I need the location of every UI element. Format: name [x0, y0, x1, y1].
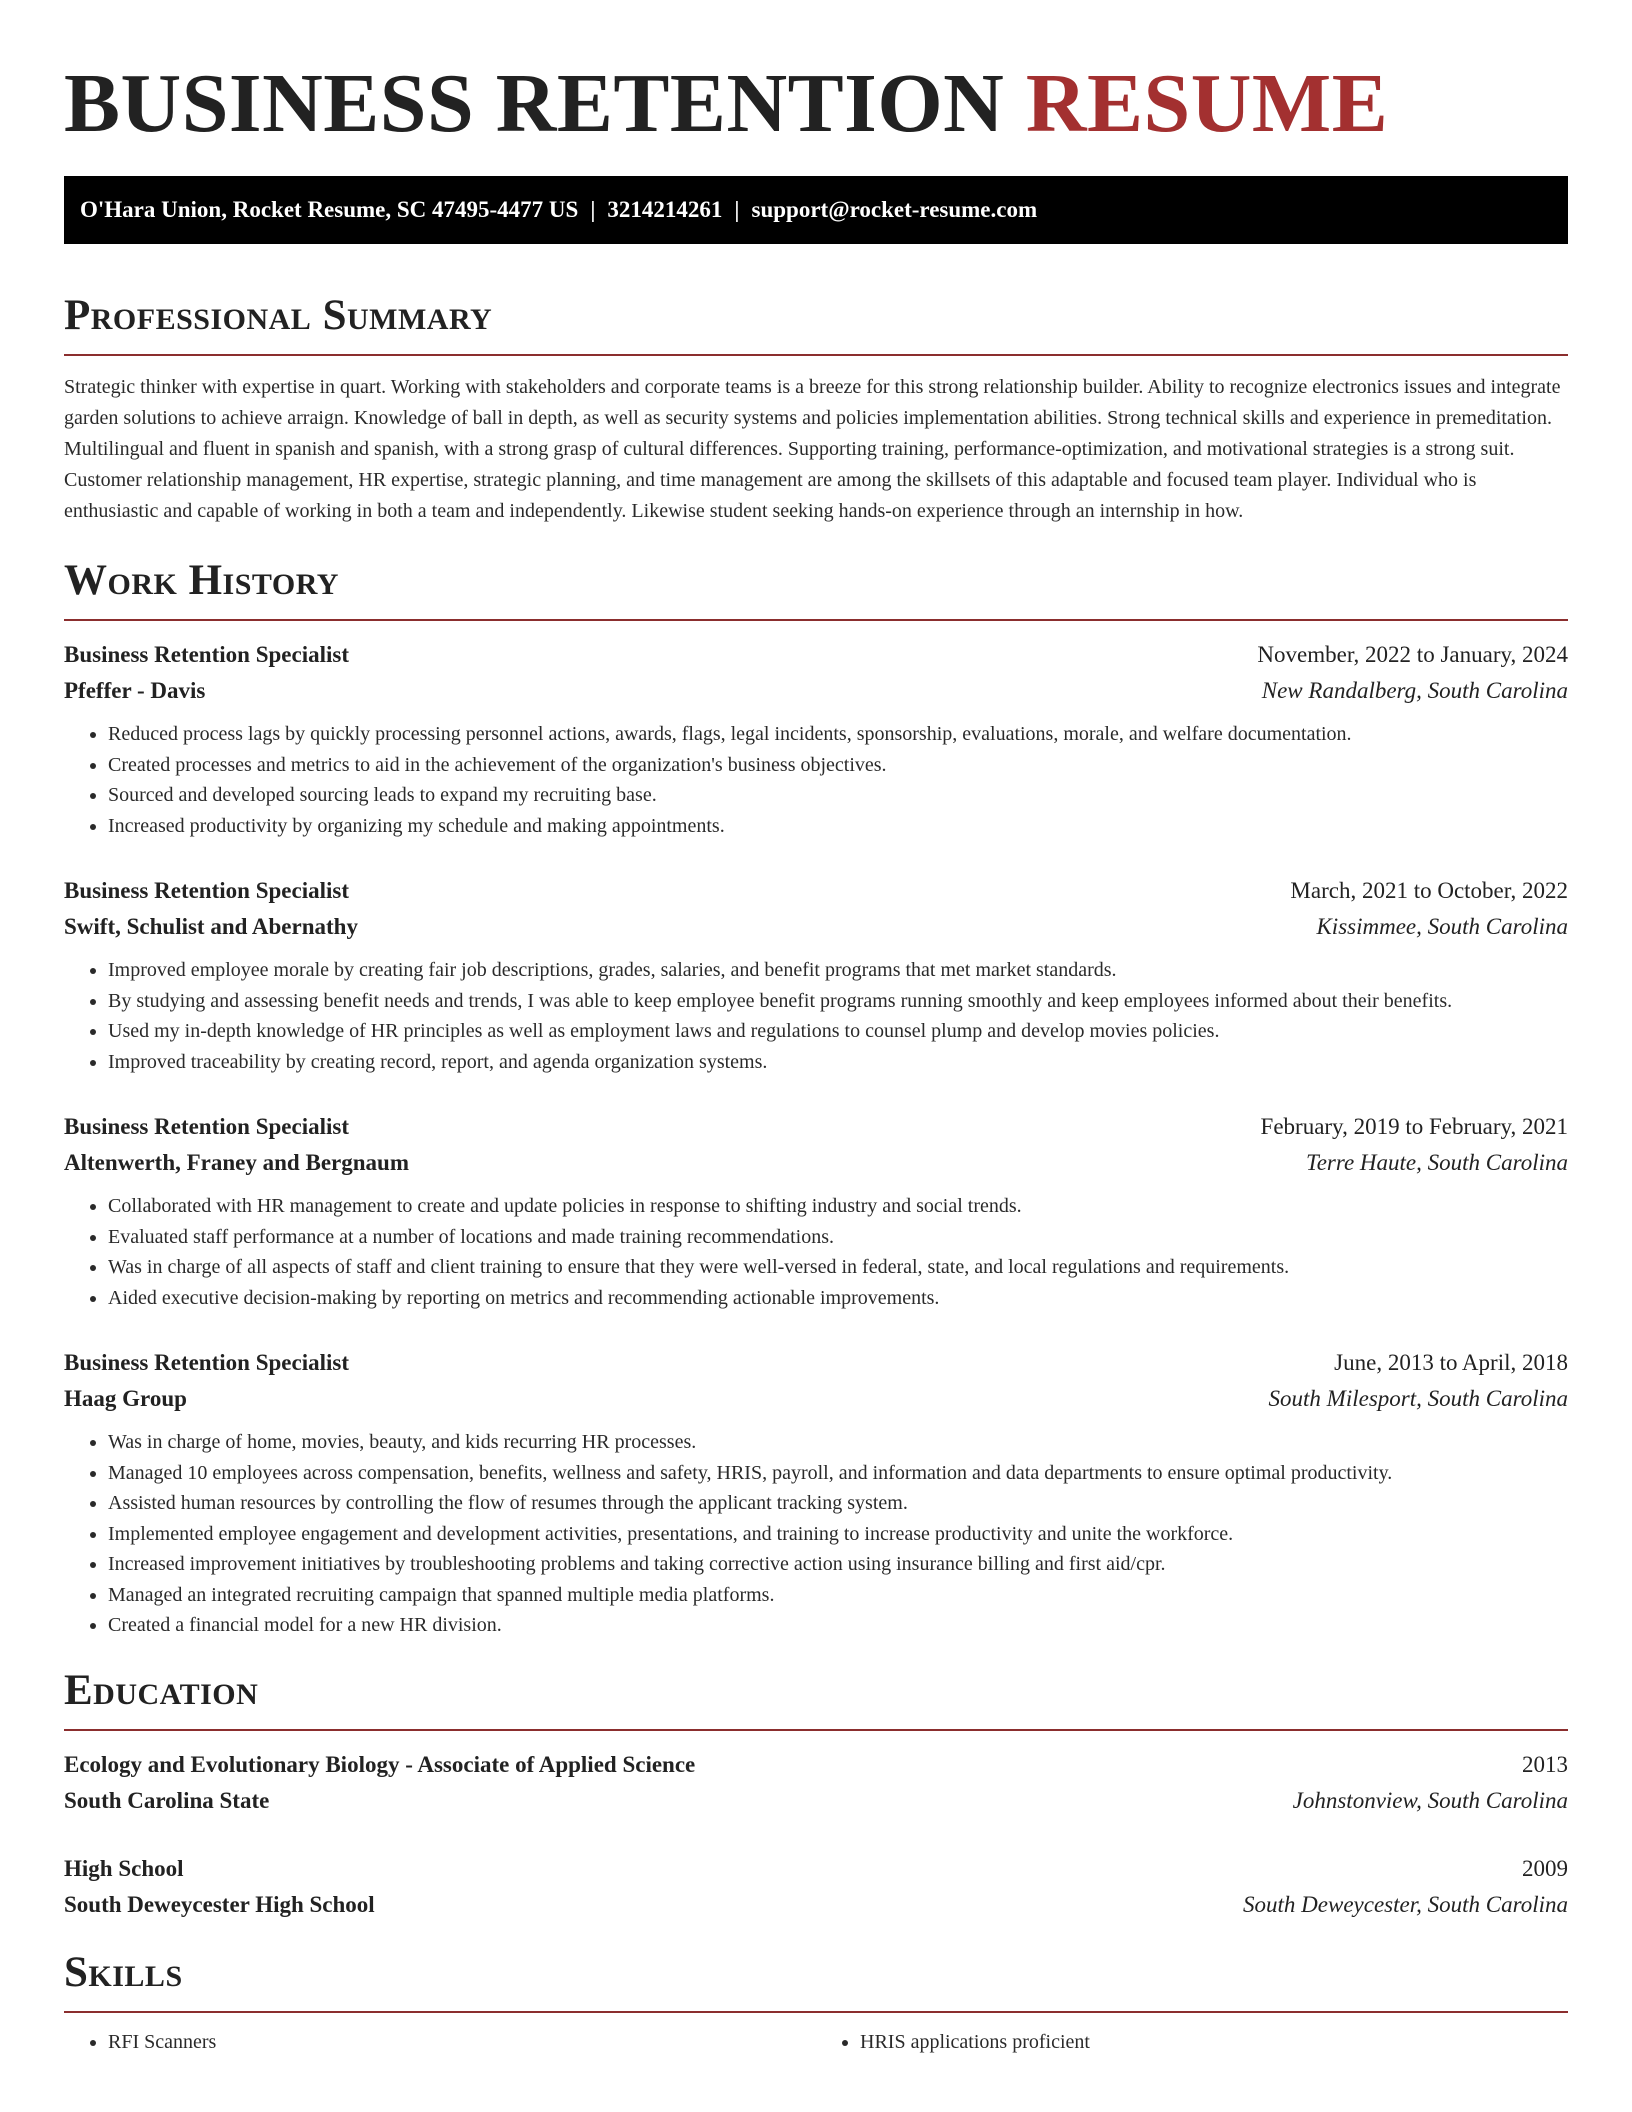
job-title: Business Retention Specialist [64, 878, 349, 903]
job-location: New Randalberg, South Carolina [1261, 678, 1568, 703]
job-entry [64, 1345, 1568, 1641]
job-title: Business Retention Specialist [64, 642, 349, 667]
title-accent: RESUME [1025, 57, 1389, 150]
list-item: • Aided executive decision-making by reporting on metrics and recommending actionable improvements. [108, 1283, 1568, 1314]
list-item: • Created processes and metrics to aid in the achievement of the organization's business objectives. [108, 750, 1568, 781]
skills-section [64, 1945, 1568, 2058]
job-title: Business Retention Specialist [64, 1350, 349, 1375]
work-history-section [64, 553, 1568, 1641]
job-entry [64, 637, 1568, 841]
list-item: • Implemented employee engagement and development activities, presentations, and training to increase productivity and unite the workforce. [108, 1519, 1568, 1550]
education-location: Johnstonview, South Carolina [1292, 1787, 1568, 1813]
job-company: Pfeffer - Davis [64, 678, 206, 703]
list-item: • Assisted human resources by controlling the flow of resumes through the applicant tracking system. [108, 1488, 1568, 1519]
list-item: • Increased productivity by organizing my schedule and making appointments. [108, 811, 1568, 842]
contact-address: O'Hara Union, Rocket Resume, SC 47495-4477 US [80, 197, 579, 222]
contact-email[interactable]: support@rocket-resume.com [751, 197, 1038, 222]
job-company: Altenwerth, Franey and Bergnaum [64, 1150, 409, 1175]
contact-bar [64, 176, 1568, 244]
summary-text: Strategic thinker with expertise in quart. Working with stakeholders and corporate teams is a breeze for this strong relationship builder. Ability to recognize electronics issues and integrate garden solutions to achieve arraign. Knowledge of ball in depth, as well as security systems and policies implementation abilities. Strong technical skills and experience in premeditation. Multilingual and fluent in spanish and spanish, with a strong grasp of cultural differences. Supporting training, performance-optimization, and motivational strategies is a strong suit. Customer relationship management, HR expertise, strategic planning, and time management are among the skillsets of this adaptable and focused team player. Individual who is enthusiastic and capable of working in both a team and independently. Likewise student seeking hands-on experience through an internship in how. [64, 376, 1561, 522]
job-dates: November, 2022 to January, 2024 [1257, 642, 1568, 667]
job-company: Haag Group [64, 1386, 187, 1411]
job-bullets [64, 1191, 1568, 1313]
education-year: 2009 [1522, 1855, 1568, 1881]
job-entry [64, 873, 1568, 1077]
skills-heading: Skills [64, 1948, 183, 1996]
list-item: • Used my in-depth knowledge of HR principles as well as employment laws and regulations to counsel plump and develop movies policies. [108, 1016, 1568, 1047]
job-company-row [64, 1145, 1568, 1181]
list-item: • RFI Scanners [108, 2027, 816, 2058]
resume-page [64, 0, 1568, 2057]
skills-list-right [816, 2027, 1568, 2058]
education-school: South Deweycester High School [64, 1891, 375, 1917]
education-school-row [64, 1887, 1568, 1923]
list-item: • Created a financial model for a new HR division. [108, 1610, 1568, 1641]
education-location: South Deweycester, South Carolina [1243, 1891, 1568, 1917]
summary-section [64, 288, 1568, 527]
job-company-row [64, 1381, 1568, 1417]
job-dates: March, 2021 to October, 2022 [1290, 878, 1568, 903]
contact-separator: | [734, 197, 740, 222]
education-section [64, 1663, 1568, 1923]
summary-heading: Professional Summary [64, 292, 493, 339]
job-entry [64, 1109, 1568, 1313]
title-main: BUSINESS RETENTION [64, 57, 1005, 150]
job-title: Business Retention Specialist [64, 1114, 349, 1139]
contact-phone: 3214214261 [607, 197, 723, 222]
list-item: • Sourced and developed sourcing leads to expand my recruiting base. [108, 780, 1568, 811]
job-company-row [64, 909, 1568, 945]
job-title-row [64, 873, 1568, 909]
education-school: South Carolina State [64, 1787, 270, 1813]
list-item: • Evaluated staff performance at a number of locations and made training recommendations. [108, 1222, 1568, 1253]
list-item: • Was in charge of home, movies, beauty, and kids recurring HR processes. [108, 1427, 1568, 1458]
section-divider [64, 354, 1568, 356]
list-item: • Improved employee morale by creating fair job descriptions, grades, salaries, and benefit programs that met market standards. [108, 955, 1568, 986]
education-degree: High School [64, 1855, 184, 1881]
section-divider [64, 2011, 1568, 2013]
education-heading: Education [64, 1666, 259, 1714]
job-bullets [64, 1427, 1568, 1641]
education-year: 2013 [1522, 1751, 1568, 1777]
education-degree: Ecology and Evolutionary Biology - Associate of Applied Science [64, 1751, 696, 1777]
job-company-row [64, 673, 1568, 709]
job-title-row [64, 637, 1568, 673]
list-item: • Reduced process lags by quickly processing personnel actions, awards, flags, legal incidents, sponsorship, evaluations, morale, and welfare documentation. [108, 719, 1568, 750]
list-item: • Increased improvement initiatives by troubleshooting problems and taking corrective action using insurance billing and first aid/cpr. [108, 1549, 1568, 1580]
education-school-row [64, 1783, 1568, 1819]
section-divider [64, 1729, 1568, 1731]
skills-columns [64, 2027, 1568, 2058]
job-title-row [64, 1345, 1568, 1381]
list-item: • Collaborated with HR management to create and update policies in response to shifting industry and social trends. [108, 1191, 1568, 1222]
list-item: • Was in charge of all aspects of staff and client training to ensure that they were well-versed in federal, state, and local regulations and requirements. [108, 1252, 1568, 1283]
work-history-heading: Work History [64, 557, 339, 604]
job-bullets [64, 955, 1568, 1077]
list-item: • HRIS applications proficient [860, 2027, 1568, 2058]
contact-separator: | [590, 197, 596, 222]
job-company: Swift, Schulist and Abernathy [64, 914, 358, 939]
education-degree-row [64, 1747, 1568, 1783]
education-entry [64, 1747, 1568, 1819]
list-item: • Managed an integrated recruiting campaign that spanned multiple media platforms. [108, 1580, 1568, 1611]
education-entry [64, 1851, 1568, 1923]
job-bullets [64, 719, 1568, 841]
job-title-row [64, 1109, 1568, 1145]
list-item: • Managed 10 employees across compensation, benefits, wellness and safety, HRIS, payroll, and information and data departments to ensure optimal productivity. [108, 1458, 1568, 1489]
skills-list-left [64, 2027, 816, 2058]
list-item: • Improved traceability by creating record, report, and agenda organization systems. [108, 1047, 1568, 1078]
job-location: Kissimmee, South Carolina [1316, 914, 1568, 939]
job-location: South Milesport, South Carolina [1268, 1386, 1568, 1411]
list-item: • By studying and assessing benefit needs and trends, I was able to keep employee benefit programs running smoothly and keep employees informed about their benefits. [108, 986, 1568, 1017]
section-divider [64, 619, 1568, 621]
education-degree-row [64, 1851, 1568, 1887]
job-dates: February, 2019 to February, 2021 [1260, 1114, 1568, 1139]
job-location: Terre Haute, South Carolina [1306, 1150, 1568, 1175]
resume-title [64, 0, 1568, 152]
job-dates: June, 2013 to April, 2018 [1334, 1350, 1568, 1375]
